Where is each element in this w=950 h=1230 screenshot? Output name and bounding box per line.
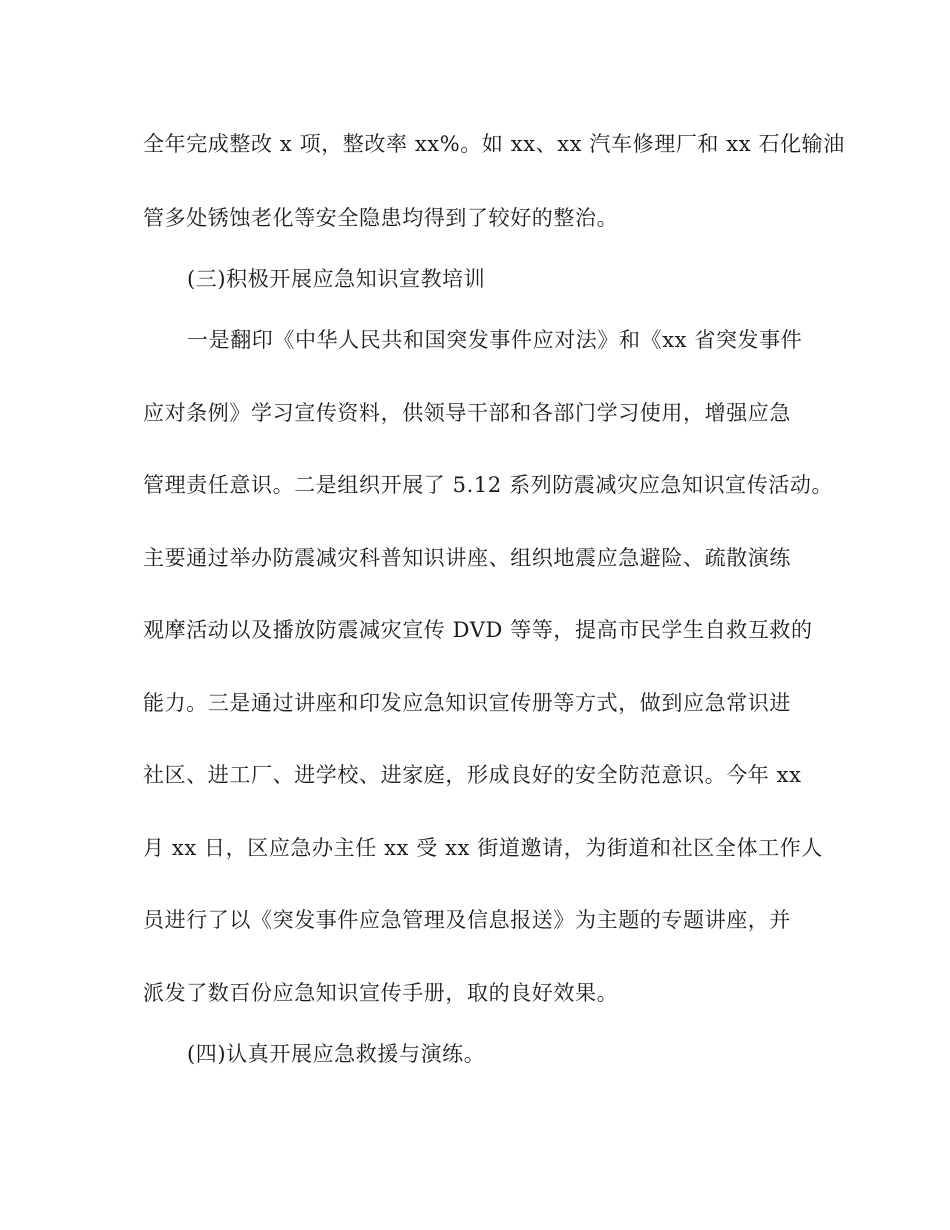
text-line: 派发了数百份应急知识宣传手册，取的良好效果。	[143, 981, 619, 1005]
text-line: 主要通过举办防震减灾科普知识讲座、组织地震应急避险、疏散演练	[143, 546, 791, 570]
text-line: 全年完成整改 x 项，整改率 xx%。如 xx、xx 汽车修理厂和 xx 石化输油	[143, 132, 845, 156]
section-heading: (三)积极开展应急知识宣教培训	[187, 267, 486, 291]
text-line: 社区、进工厂、进学校、进家庭，形成良好的安全防范意识。今年 xx	[143, 763, 802, 787]
text-line: 员进行了以《突发事件应急管理及信息报送》为主题的专题讲座，并	[143, 908, 791, 932]
text-line: 一是翻印《中华人民共和国突发事件应对法》和《xx 省突发事件	[187, 328, 803, 352]
text-line: 管多处锈蚀老化等安全隐患均得到了较好的整治。	[143, 206, 619, 230]
text-line: 应对条例》学习宣传资料，供领导干部和各部门学习使用，增强应急	[143, 401, 791, 425]
text-line: 管理责任意识。二是组织开展了 5.12 系列防震减灾应急知识宣传活动。	[143, 473, 834, 497]
text-line: 月 xx 日，区应急办主任 xx 受 xx 街道邀请，为街道和社区全体工作人	[143, 836, 823, 860]
text-line: 观摩活动以及播放防震减灾宣传 DVD 等等，提高市民学生自救互救的	[143, 618, 813, 642]
text-line: 能力。三是通过讲座和印发应急知识宣传册等方式，做到应急常识进	[143, 691, 791, 715]
section-heading: (四)认真开展应急救援与演练。	[187, 1042, 486, 1066]
